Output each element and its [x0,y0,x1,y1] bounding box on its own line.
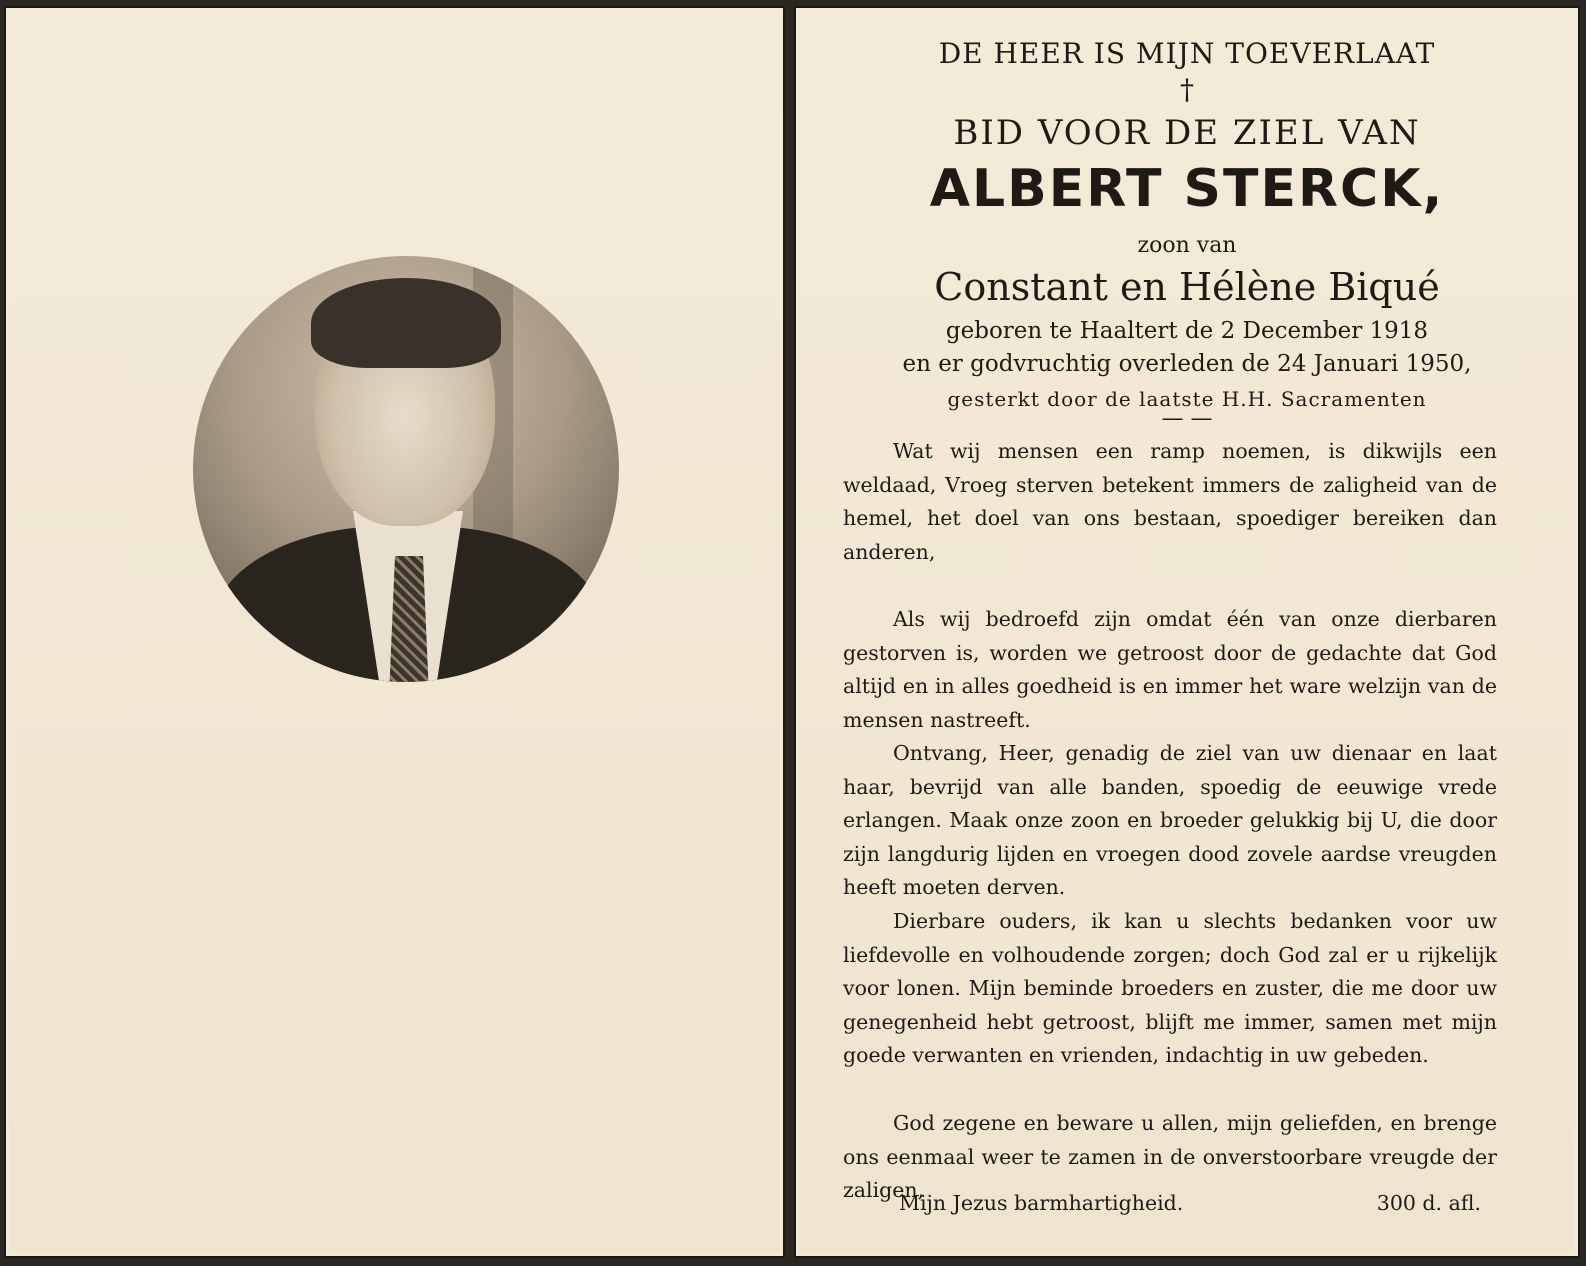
son-of-label: zoon van [1137,233,1237,258]
photo-tie [389,556,429,682]
footer-prayer: Mijn Jezus barmhartigheid. [899,1191,1184,1215]
portrait-photo [193,256,619,682]
divider: — — [1161,406,1213,431]
deceased-name: ALBERT STERCK, [929,159,1445,219]
paragraph-1: Wat wij mensen een ramp noemen, is dikwijls een weldaad, Vroeg sterven betekent immers de zaligheid van de hemel, het doel van ons bestaan, spoediger bereiken dan anderen, [843,439,1497,564]
right-card-inner [799,11,1575,1253]
left-card-inner [9,11,780,1253]
paragraph-2: Als wij bedroefd zijn omdat één van onze dierbaren gestorven is, worden we getroost door de gedachte dat God altijd en in alles goedheid is en immer het ware welzijn van de mensen nastreeft. [843,607,1497,732]
paragraph-3: Ontvang, Heer, genadig de ziel van uw dienaar en laat haar, bevrijd van alle banden, spoedig de eeuwige vrede erlangen. Maak onze zoon en broeder gelukkig bij U, die door zijn langdurig lijden en vroegen dood zovele aardse vreugden heeft moeten derven. [843,741,1497,899]
birth-line: geboren te Haaltert de 2 December 1918 [945,318,1429,344]
paragraph-4: Dierbare ouders, ik kan u slechts bedanken voor uw liefdevolle en volhoudende zorgen; doch God zal er u rijkelijk voor lonen. Mijn beminde broeders en zuster, die me door uw genegenheid hebt getroost, blijft me immer, samen met mijn goede verwanten en vrienden, indachtig in uw gebeden. [843,909,1497,1067]
paragraph-5: God zegene en beware u allen, mijn geliefden, en brenge ons eenmaal weer te zamen in de onverstoorbare vreugde der zaligen, [843,1111,1497,1202]
right-card-text-side [794,6,1580,1258]
left-card-photo-side [4,6,785,1258]
photo-hair [311,278,501,368]
parents-names: Constant en Hélène Biqué [934,265,1440,309]
death-line: en er godvruchtig overleden de 24 Januari 1950, [902,351,1472,377]
sacraments-line: gesterkt door de laatste H.H. Sacramenten [947,387,1427,411]
indulgence-note: 300 d. afl. [1376,1191,1481,1215]
prayer-heading: BID VOOR DE ZIEL VAN [953,113,1421,153]
motto-heading: DE HEER IS MIJN TOEVERLAAT [938,37,1436,70]
cross-icon: † [1180,73,1194,106]
